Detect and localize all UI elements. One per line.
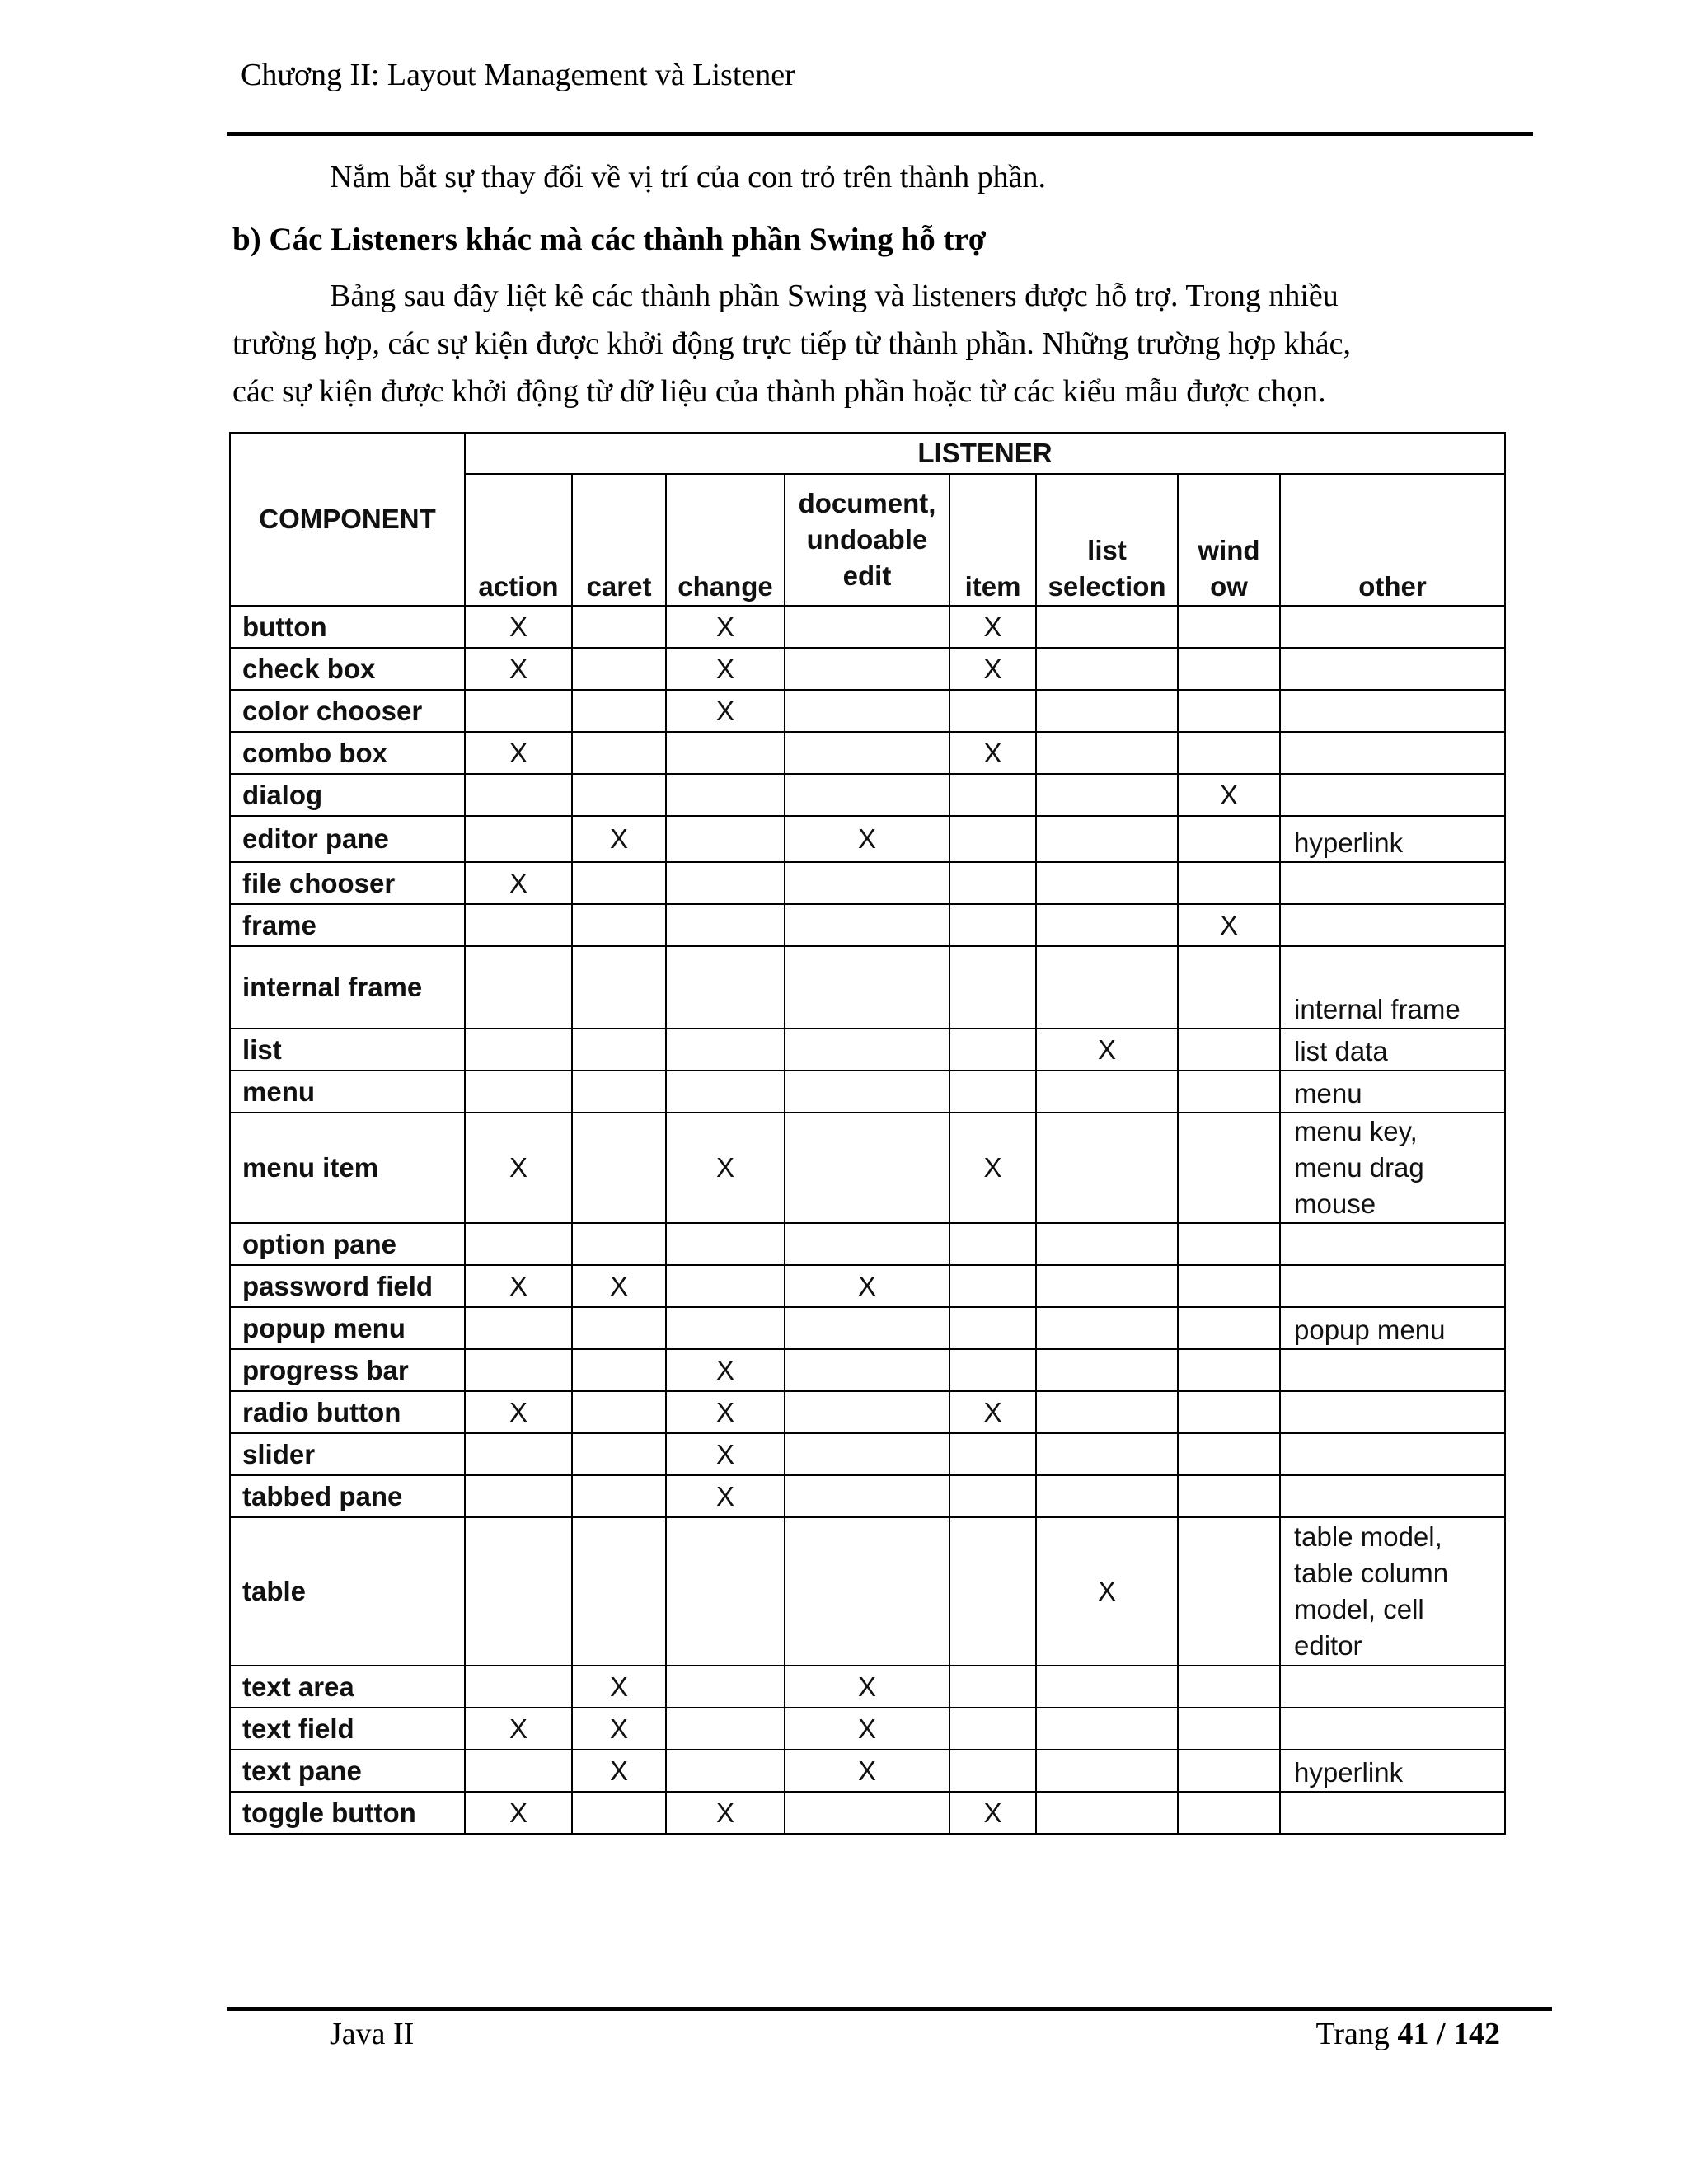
cell-other: table model, table column model, cell editor: [1280, 1517, 1505, 1666]
cell-other: [1280, 606, 1505, 648]
cell-change: [666, 946, 785, 1029]
cell-document: [785, 1433, 950, 1475]
cell-document: X: [785, 1265, 950, 1307]
cell-change: [666, 1223, 785, 1265]
cell-list-selection: [1036, 1113, 1178, 1223]
cell-caret: [572, 862, 666, 904]
component-name: text pane: [230, 1750, 465, 1792]
component-name: slider: [230, 1433, 465, 1475]
table-body: [230, 606, 1505, 1834]
paragraph-line-2: trường hợp, các sự kiện được khởi động trực tiếp từ thành phần. Những trường hợp khác,: [232, 326, 1351, 361]
cell-item: [950, 816, 1036, 862]
footer-course: Java II: [330, 2017, 415, 2051]
table-row: [230, 1750, 1505, 1792]
table-row: [230, 1433, 1505, 1475]
cell-document: [785, 1071, 950, 1113]
cell-document: [785, 1223, 950, 1265]
cell-other: [1280, 774, 1505, 816]
cell-window: [1178, 1666, 1280, 1708]
cell-change: X: [666, 1792, 785, 1834]
cell-action: X: [465, 1113, 572, 1223]
cell-change: [666, 816, 785, 862]
cell-document: [785, 1792, 950, 1834]
cell-list-selection: [1036, 1708, 1178, 1750]
col-header-action: action: [465, 474, 572, 606]
cell-document: [785, 606, 950, 648]
component-name: combo box: [230, 732, 465, 774]
cell-change: [666, 774, 785, 816]
cell-other: menu: [1280, 1071, 1505, 1113]
cell-document: X: [785, 816, 950, 862]
cell-window: [1178, 1433, 1280, 1475]
cell-other: [1280, 904, 1505, 946]
cell-change: [666, 1666, 785, 1708]
col-header-item: item: [950, 474, 1036, 606]
cell-caret: [572, 1433, 666, 1475]
cell-change: X: [666, 1475, 785, 1517]
component-header: COMPONENT: [230, 433, 465, 606]
table-row: [230, 690, 1505, 732]
col-header-document: document, undoable edit: [785, 474, 950, 606]
table-row: [230, 1265, 1505, 1307]
cell-list-selection: [1036, 1475, 1178, 1517]
cell-window: [1178, 1792, 1280, 1834]
cell-caret: [572, 1113, 666, 1223]
cell-item: [950, 1750, 1036, 1792]
cell-window: [1178, 1307, 1280, 1349]
cell-document: [785, 1475, 950, 1517]
chapter-title: Chương II: Layout Management và Listener: [241, 58, 795, 92]
cell-window: [1178, 1349, 1280, 1391]
cell-item: [950, 946, 1036, 1029]
table-row: [230, 1666, 1505, 1708]
cell-document: X: [785, 1666, 950, 1708]
cell-other: [1280, 1666, 1505, 1708]
cell-caret: [572, 690, 666, 732]
cell-window: [1178, 816, 1280, 862]
cell-change: [666, 1708, 785, 1750]
cell-list-selection: [1036, 1666, 1178, 1708]
cell-item: [950, 904, 1036, 946]
cell-item: [950, 862, 1036, 904]
cell-other: menu key, menu drag mouse: [1280, 1113, 1505, 1223]
cell-other: [1280, 1391, 1505, 1433]
cell-other: [1280, 1265, 1505, 1307]
cell-document: [785, 946, 950, 1029]
table-row: [230, 732, 1505, 774]
cell-caret: [572, 606, 666, 648]
footer-page-indicator: [1316, 2015, 1500, 2053]
table-row: [230, 946, 1505, 1029]
cell-caret: [572, 1029, 666, 1071]
page-number: 41: [1397, 2017, 1429, 2051]
cell-list-selection: [1036, 732, 1178, 774]
table-row: [230, 904, 1505, 946]
component-name: text field: [230, 1708, 465, 1750]
cell-window: [1178, 1517, 1280, 1666]
cell-item: [950, 1307, 1036, 1349]
cell-item: [950, 1433, 1036, 1475]
cell-item: X: [950, 606, 1036, 648]
cell-window: [1178, 1223, 1280, 1265]
cell-item: [950, 1517, 1036, 1666]
cell-list-selection: X: [1036, 1517, 1178, 1666]
table-row: [230, 648, 1505, 690]
cell-list-selection: [1036, 946, 1178, 1029]
cell-item: X: [950, 648, 1036, 690]
component-name: password field: [230, 1265, 465, 1307]
component-name: button: [230, 606, 465, 648]
cell-action: [465, 1349, 572, 1391]
cell-document: [785, 862, 950, 904]
col-header-list-selection: list selection: [1036, 474, 1178, 606]
cell-window: [1178, 1391, 1280, 1433]
cell-caret: [572, 1792, 666, 1834]
component-name: editor pane: [230, 816, 465, 862]
cell-window: [1178, 862, 1280, 904]
table-row: [230, 1391, 1505, 1433]
cell-window: [1178, 1113, 1280, 1223]
cell-action: [465, 1517, 572, 1666]
cell-action: [465, 816, 572, 862]
table-row: [230, 1792, 1505, 1834]
cell-caret: [572, 1475, 666, 1517]
component-name: text area: [230, 1666, 465, 1708]
cell-item: X: [950, 1792, 1036, 1834]
cell-change: [666, 1307, 785, 1349]
cell-other: list data: [1280, 1029, 1505, 1071]
component-name: toggle button: [230, 1792, 465, 1834]
cell-window: [1178, 690, 1280, 732]
table-row: [230, 1517, 1505, 1666]
cell-change: [666, 1071, 785, 1113]
cell-change: X: [666, 1349, 785, 1391]
table-row: [230, 1349, 1505, 1391]
table-row: [230, 862, 1505, 904]
table-row: [230, 1475, 1505, 1517]
cell-list-selection: [1036, 1223, 1178, 1265]
cell-action: [465, 774, 572, 816]
component-name: popup menu: [230, 1307, 465, 1349]
component-name: internal frame: [230, 946, 465, 1029]
cell-item: X: [950, 732, 1036, 774]
cell-window: [1178, 606, 1280, 648]
cell-list-selection: [1036, 690, 1178, 732]
table-row: [230, 1113, 1505, 1223]
col-header-change: change: [666, 474, 785, 606]
cell-other: [1280, 732, 1505, 774]
cell-document: [785, 1391, 950, 1433]
cell-list-selection: [1036, 1433, 1178, 1475]
cell-list-selection: [1036, 1391, 1178, 1433]
cell-change: [666, 862, 785, 904]
listener-table: [229, 432, 1506, 1835]
cell-change: X: [666, 1391, 785, 1433]
cell-item: [950, 1265, 1036, 1307]
cell-other: [1280, 1433, 1505, 1475]
cell-change: [666, 1750, 785, 1792]
cell-change: X: [666, 606, 785, 648]
cell-document: [785, 1517, 950, 1666]
cell-other: [1280, 1223, 1505, 1265]
cell-action: [465, 1307, 572, 1349]
listener-header: LISTENER: [465, 433, 1505, 474]
cell-list-selection: [1036, 862, 1178, 904]
cell-other: internal frame: [1280, 946, 1505, 1029]
component-name: list: [230, 1029, 465, 1071]
cell-action: [465, 1666, 572, 1708]
cell-change: X: [666, 648, 785, 690]
cell-caret: [572, 1391, 666, 1433]
cell-other: [1280, 648, 1505, 690]
cell-change: [666, 732, 785, 774]
cell-action: [465, 904, 572, 946]
cell-document: [785, 904, 950, 946]
cell-document: [785, 1029, 950, 1071]
cell-list-selection: [1036, 1307, 1178, 1349]
cell-action: X: [465, 1391, 572, 1433]
col-header-caret: caret: [572, 474, 666, 606]
cell-window: [1178, 1265, 1280, 1307]
component-name: file chooser: [230, 862, 465, 904]
cell-document: [785, 1349, 950, 1391]
cell-list-selection: [1036, 816, 1178, 862]
component-name: progress bar: [230, 1349, 465, 1391]
cell-document: [785, 774, 950, 816]
page-total: 142: [1453, 2017, 1500, 2051]
cell-document: [785, 1113, 950, 1223]
cell-item: [950, 1475, 1036, 1517]
cell-caret: [572, 648, 666, 690]
cell-other: [1280, 1792, 1505, 1834]
cell-action: [465, 1071, 572, 1113]
cell-caret: X: [572, 1265, 666, 1307]
cell-change: [666, 1517, 785, 1666]
cell-other: hyperlink: [1280, 1750, 1505, 1792]
cell-caret: X: [572, 1750, 666, 1792]
cell-other: [1280, 1475, 1505, 1517]
header-rule: [227, 132, 1533, 136]
table-row: [230, 1223, 1505, 1265]
component-name: color chooser: [230, 690, 465, 732]
intro-line: Nắm bắt sự thay đổi về vị trí của con trỏ trên thành phần.: [330, 160, 1047, 194]
component-name: tabbed pane: [230, 1475, 465, 1517]
page-prefix: Trang: [1315, 2017, 1398, 2051]
cell-list-selection: [1036, 1071, 1178, 1113]
cell-window: X: [1178, 774, 1280, 816]
cell-document: [785, 648, 950, 690]
cell-change: [666, 1029, 785, 1071]
cell-action: X: [465, 1265, 572, 1307]
cell-change: X: [666, 1113, 785, 1223]
cell-action: [465, 1475, 572, 1517]
cell-item: [950, 1349, 1036, 1391]
component-name: menu item: [230, 1113, 465, 1223]
table-row: [230, 1071, 1505, 1113]
cell-item: [950, 690, 1036, 732]
cell-list-selection: [1036, 774, 1178, 816]
cell-window: X: [1178, 904, 1280, 946]
cell-caret: [572, 946, 666, 1029]
cell-window: [1178, 1071, 1280, 1113]
cell-caret: X: [572, 1708, 666, 1750]
cell-action: X: [465, 648, 572, 690]
cell-action: X: [465, 1792, 572, 1834]
table-row: [230, 606, 1505, 648]
table-row: [230, 774, 1505, 816]
component-name: radio button: [230, 1391, 465, 1433]
cell-list-selection: X: [1036, 1029, 1178, 1071]
table-row: [230, 1029, 1505, 1071]
cell-change: [666, 1265, 785, 1307]
footer-rule: [227, 2007, 1552, 2011]
cell-other: popup menu: [1280, 1307, 1505, 1349]
cell-other: hyperlink: [1280, 816, 1505, 862]
cell-action: [465, 1223, 572, 1265]
cell-other: [1280, 862, 1505, 904]
cell-item: [950, 1708, 1036, 1750]
cell-list-selection: [1036, 1265, 1178, 1307]
cell-caret: [572, 1071, 666, 1113]
cell-caret: X: [572, 1666, 666, 1708]
cell-action: X: [465, 606, 572, 648]
cell-other: [1280, 1349, 1505, 1391]
cell-action: X: [465, 1708, 572, 1750]
cell-document: [785, 1307, 950, 1349]
component-name: option pane: [230, 1223, 465, 1265]
cell-action: [465, 1750, 572, 1792]
cell-caret: [572, 1223, 666, 1265]
cell-change: X: [666, 1433, 785, 1475]
cell-document: [785, 690, 950, 732]
cell-caret: [572, 1349, 666, 1391]
paragraph-line-3: các sự kiện được khởi động từ dữ liệu của thành phần hoặc từ các kiểu mẫu được chọn.: [232, 374, 1326, 409]
component-name: table: [230, 1517, 465, 1666]
section-heading: b) Các Listeners khác mà các thành phần Swing hỗ trợ: [232, 222, 987, 257]
cell-list-selection: [1036, 904, 1178, 946]
cell-caret: [572, 774, 666, 816]
cell-document: X: [785, 1708, 950, 1750]
col-header-other: other: [1280, 474, 1505, 606]
cell-change: X: [666, 690, 785, 732]
cell-other: [1280, 690, 1505, 732]
cell-caret: X: [572, 816, 666, 862]
paragraph-line-1: Bảng sau đây liệt kê các thành phần Swing và listeners được hỗ trợ. Trong nhiều: [330, 279, 1339, 313]
page-separator: /: [1428, 2017, 1453, 2051]
cell-item: [950, 1666, 1036, 1708]
component-name: menu: [230, 1071, 465, 1113]
cell-list-selection: [1036, 1792, 1178, 1834]
cell-list-selection: [1036, 648, 1178, 690]
cell-item: [950, 1029, 1036, 1071]
cell-action: X: [465, 862, 572, 904]
cell-window: [1178, 732, 1280, 774]
cell-change: [666, 904, 785, 946]
cell-action: [465, 946, 572, 1029]
table-row: [230, 1708, 1505, 1750]
cell-other: [1280, 1708, 1505, 1750]
cell-list-selection: [1036, 1349, 1178, 1391]
col-header-window: wind ow: [1178, 474, 1280, 606]
cell-window: [1178, 1750, 1280, 1792]
cell-document: [785, 732, 950, 774]
cell-list-selection: [1036, 606, 1178, 648]
component-name: frame: [230, 904, 465, 946]
cell-caret: [572, 732, 666, 774]
cell-action: [465, 1433, 572, 1475]
component-name: check box: [230, 648, 465, 690]
cell-item: [950, 774, 1036, 816]
cell-action: [465, 690, 572, 732]
cell-item: X: [950, 1113, 1036, 1223]
cell-document: X: [785, 1750, 950, 1792]
cell-item: [950, 1071, 1036, 1113]
cell-window: [1178, 1029, 1280, 1071]
component-name: dialog: [230, 774, 465, 816]
cell-caret: [572, 1517, 666, 1666]
cell-window: [1178, 946, 1280, 1029]
cell-window: [1178, 1708, 1280, 1750]
cell-list-selection: [1036, 1750, 1178, 1792]
cell-caret: [572, 1307, 666, 1349]
cell-caret: [572, 904, 666, 946]
cell-window: [1178, 648, 1280, 690]
cell-action: X: [465, 732, 572, 774]
cell-window: [1178, 1475, 1280, 1517]
cell-item: X: [950, 1391, 1036, 1433]
table-row: [230, 816, 1505, 862]
cell-item: [950, 1223, 1036, 1265]
table-row: [230, 1307, 1505, 1349]
cell-action: [465, 1029, 572, 1071]
